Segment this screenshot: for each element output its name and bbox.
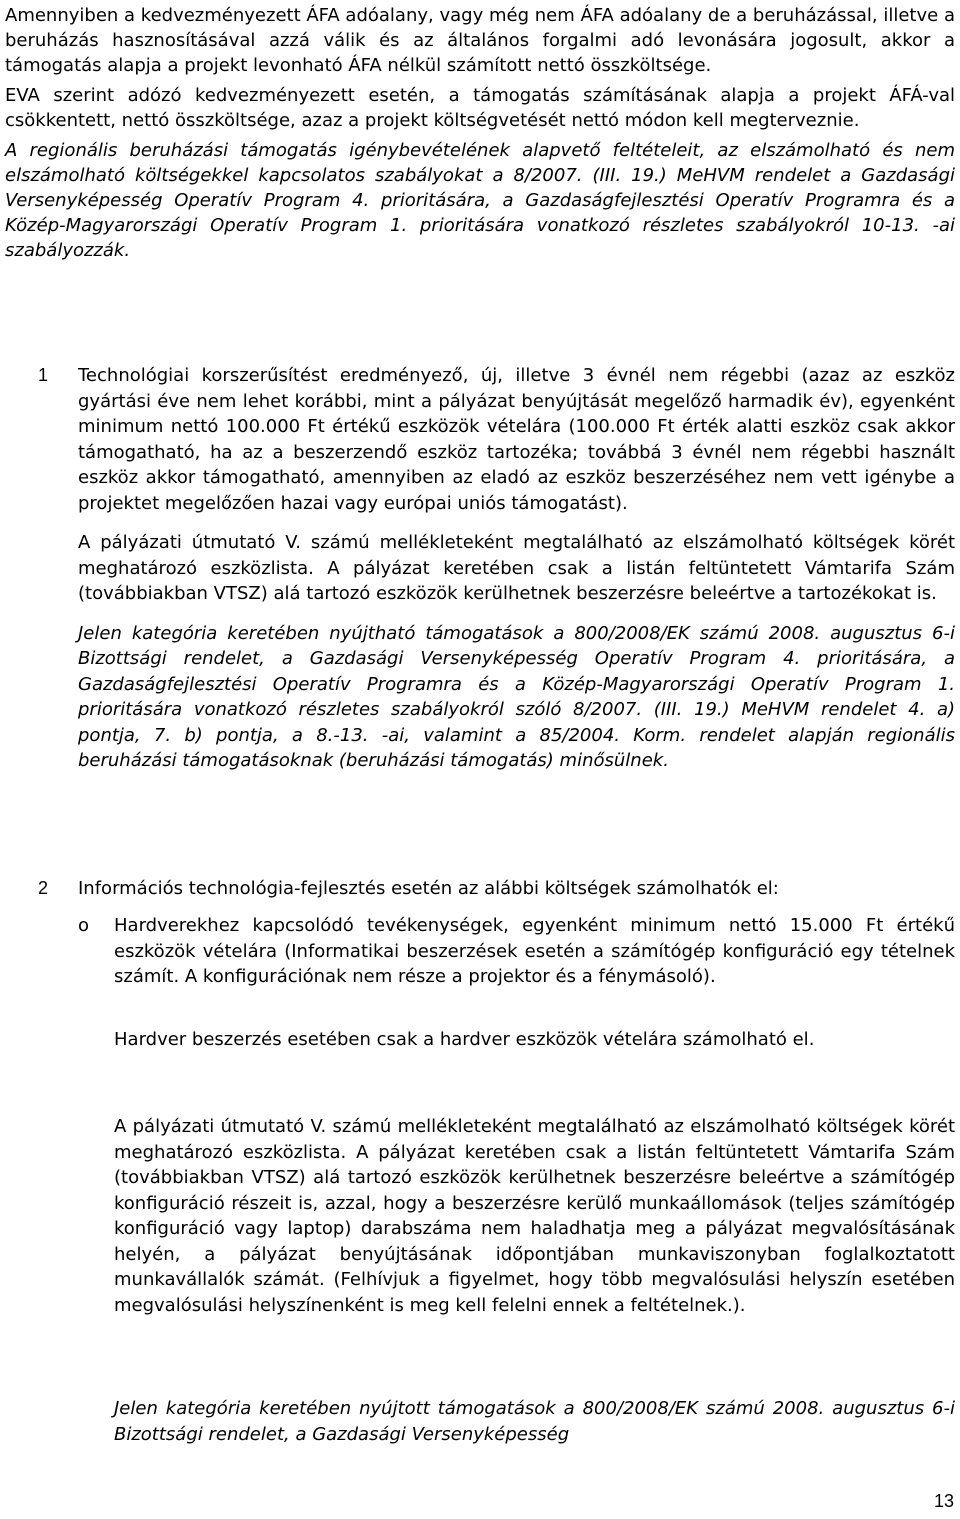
paragraph-technology: Technológiai korszerűsítést eredményező, új, illetve 3 évnél nem régebbi (azaz az eszköz gyártási éve nem lehet korábbi, mint a pályázat benyújtását megelőző harmadik év), egyenként minimum nettó 100.000 Ft értékű eszközök vételára (100.000 Ft érték alatti eszköz csak akkor támogatható, ha az a beszerzendő eszköz tartozéka; továbbá 3 évnél nem régebbi használt eszköz akkor támogatható, amennyiben az eladó az eszköz beszerzéséhez nem vett igénybe a projektet megelőzően hazai vagy európai uniós támogatást). — [78, 365, 955, 514]
paragraph-regional-support: A regionális beruházási támogatás igénybevételének alapvető feltételeit, az elszámolható és nem elszámolható költségekkel kapcsolatos szabályokat a 8/2007. (III. 19.) MeHVM rendelet a Gazdasági Versenyképesség Operatív Program 4. prioritására, a Gazdaságfejlesztési Operatív Programra és a Közép-Magyarországi Operatív Program 1. prioritására vonatkozó részletes szabályokról 10-13. -ai szabályozzák. — [5, 140, 955, 261]
paragraph-eva: EVA szerint adózó kedvezményezett esetén, a támogatás számításának alapja a projekt ÁFÁ-val csökkentett, nettó összköltsége, azaz a projekt költségvetését nettó módon kell megterveznie. — [5, 85, 955, 131]
paragraph-hardware-purchase: Hardver beszerzés esetében csak a hardver eszközök vételára számolható el. — [114, 1029, 815, 1050]
paragraph-afa: Amennyiben a kedvezményezett ÁFA adóalany, vagy még nem ÁFA adóalany de a beruházással, illetve a beruházás hasznosításával azzá válik és az általános forgalmi adó levonására jogosult, akkor a támogatás alapja a projekt levonható ÁFA nélkül számított nettó összköltsége. — [5, 5, 955, 76]
page-number: 13 — [933, 1491, 954, 1511]
paragraph-regulation-it: Jelen kategória keretében nyújtott támogatások a 800/2008/EK számú 2008. augusztus 6-i Bizottsági rendelet, a Gazdasági Versenyképesség — [114, 1398, 955, 1445]
footnote-number: 2 — [38, 878, 49, 898]
paragraph-equipment-list-it: A pályázati útmutató V. számú mellékleteként megtalálható az elszámolható költségek körét meghatározó eszközlista. A pályázat keretében csak a listán feltüntetett Vámtarifa Szám (továbbiakban VTSZ) alá tartozó eszközök kerülhetnek beszerzésre beleértve a számítógép konfiguráció részeit is, azzal, hogy a beszerzésre kerülő munkaállomások (teljes számítógép konfiguráció vagy laptop) darabszáma nem haladhatja meg a pályázat megvalósításának helyén, a pályázat benyújtásának időpontjában munkaviszonyban foglalkoztatott munkavállalók számát. (Felhívjuk a figyelmet, hogy több megvalósulási helyszín esetében megvalósulási helyszínenként is meg kell felelni ennek a feltételnek.). — [114, 1116, 955, 1316]
footnote-body — [78, 363, 955, 788]
paragraph-equipment-list: A pályázati útmutató V. számú mellékleteként megtalálható az elszámolható költségek körét meghatározó eszközlista. A pályázat keretében csak a listán feltüntetett Vámtarifa Szám (továbbiakban VTSZ) alá tartozó eszközök kerülhetnek beszerzésre beleértve a tartozékokat is. — [78, 532, 955, 604]
paragraph-hardware: Hardverekhez kapcsolódó tevékenységek, egyenként minimum nettó 15.000 Ft értékű eszközök vételára (Informatikai beszerzések esetén a számítógép konfiguráció egy tételnek számít. A konfigurációnak nem része a projektor és a fénymásoló). — [114, 915, 955, 987]
paragraph-regulation: Jelen kategória keretében nyújtható támogatások a 800/2008/EK számú 2008. augusztus 6-i Bizottsági rendelet, a Gazdasági Versenyképesség Operatív Program 4. prioritására, a Gazdaságfejlesztési Operatív Programra és a Közép-Magyarországi Operatív Program 1. prioritására vonatkozó részletes szabályokról szóló 8/2007. (III. 19.) MeHVM rendelet 4. a) pontja, 7. b) pontja, a 8.-13. -ai, valamint a 85/2004. Korm. rendelet alapján regionális beruházási támogatásoknak (beruházási támogatás) minősülnek. — [78, 622, 955, 771]
bullet-marker: o — [78, 915, 90, 936]
intro-section — [5, 3, 955, 268]
footnote-intro: Információs technológia-fejlesztés esetén az alábbi költségek számolhatók el: — [78, 878, 779, 899]
footnote-number: 1 — [38, 365, 49, 385]
